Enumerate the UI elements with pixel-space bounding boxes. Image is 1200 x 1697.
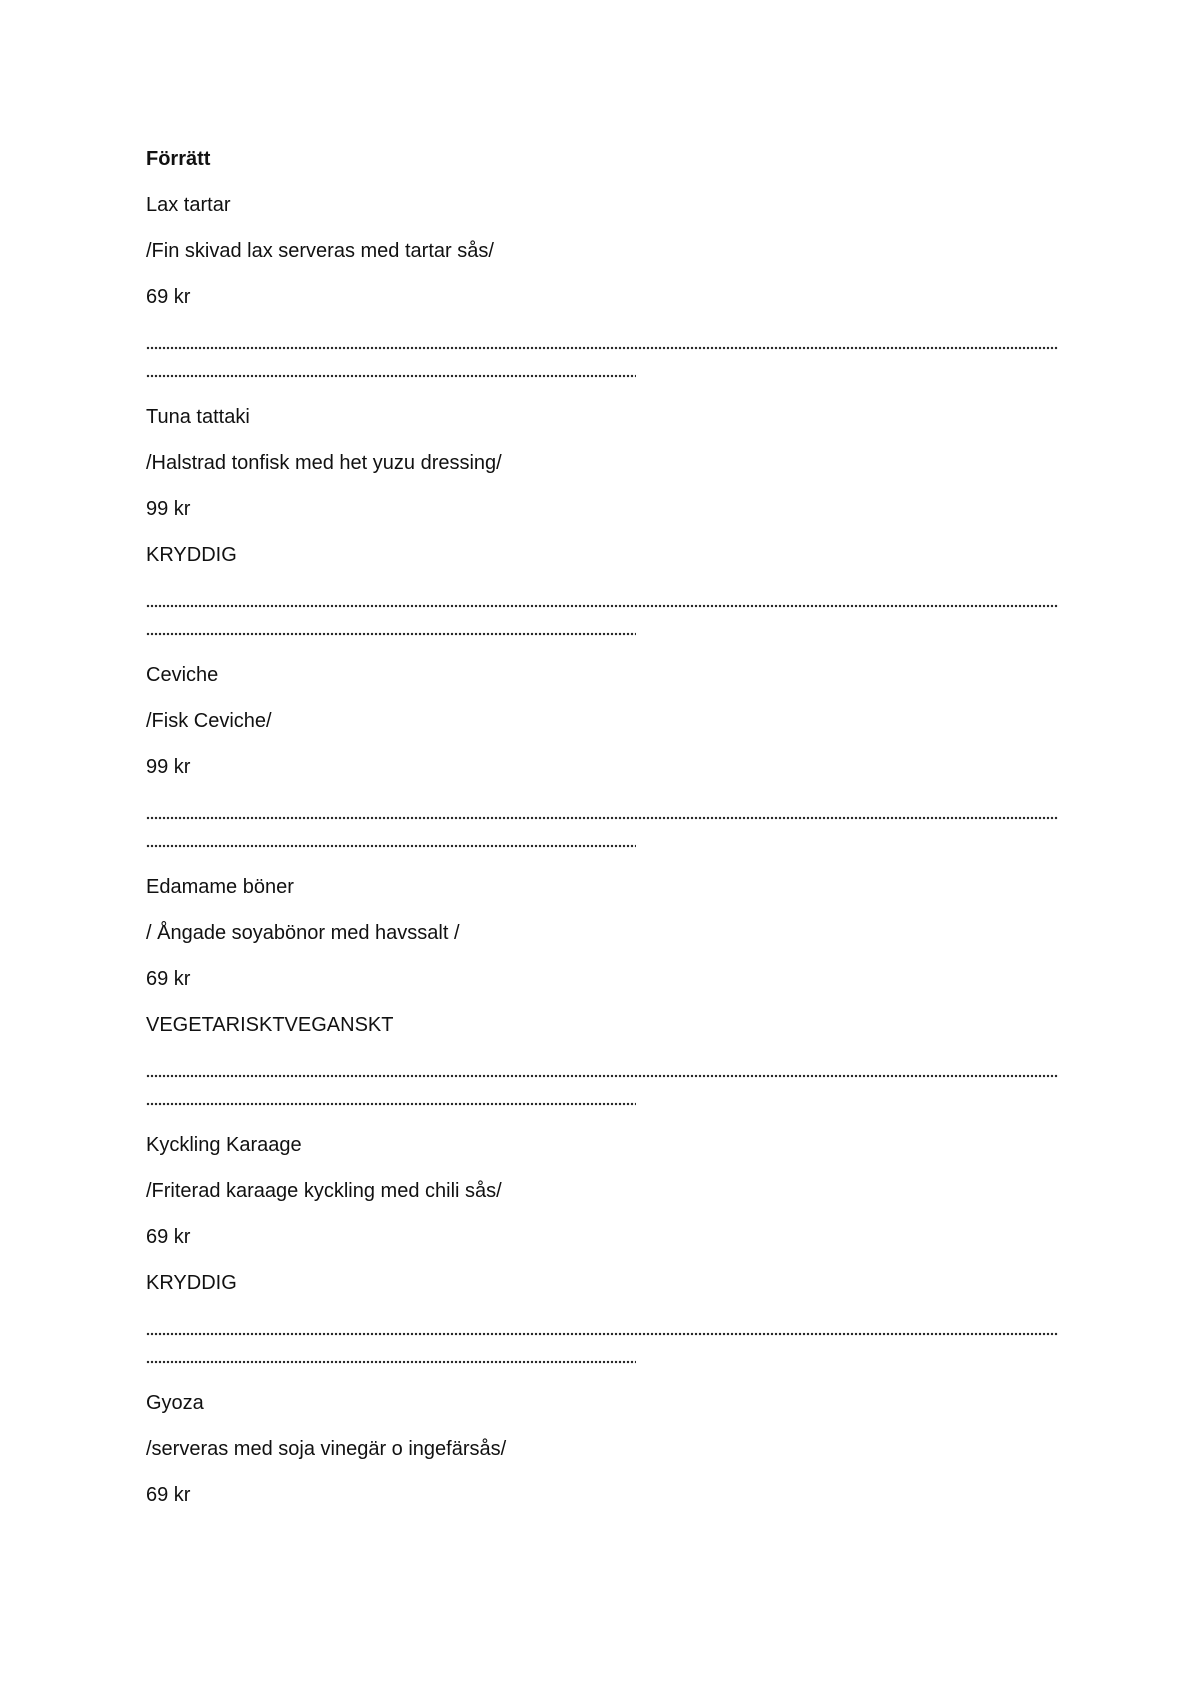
- item-name: Gyoza: [146, 1392, 204, 1414]
- item-price: 69 kr: [146, 1484, 191, 1506]
- item-name: Kyckling Karaage: [146, 1134, 302, 1156]
- dotted-line: [146, 632, 636, 636]
- item-price: 99 kr: [146, 756, 191, 778]
- item-price: 69 kr: [146, 1226, 191, 1248]
- dotted-separator: [146, 1058, 1066, 1118]
- item-price: 99 kr: [146, 498, 191, 520]
- item-description: /Fisk Ceviche/: [146, 710, 272, 732]
- dotted-line: [146, 1332, 1058, 1336]
- item-name: Lax tartar: [146, 194, 231, 216]
- dotted-separator: [146, 588, 1066, 648]
- dotted-line: [146, 1102, 636, 1106]
- menu-document: [146, 146, 1066, 1528]
- item-price: 69 kr: [146, 968, 191, 990]
- section-title: Förrätt: [146, 148, 211, 170]
- dotted-line: [146, 844, 636, 848]
- item-price: 69 kr: [146, 286, 191, 308]
- item-description: /serveras med soja vinegär o ingefärsås/: [146, 1438, 507, 1460]
- dotted-separator: [146, 330, 1066, 390]
- dotted-line: [146, 346, 1058, 350]
- item-tag: KRYDDIG: [146, 544, 237, 566]
- item-description: /Friterad karaage kyckling med chili sås/: [146, 1180, 502, 1202]
- item-name: Ceviche: [146, 664, 219, 686]
- dotted-separator: [146, 1316, 1066, 1376]
- dotted-line: [146, 374, 636, 378]
- dotted-separator: [146, 800, 1066, 860]
- dotted-line: [146, 816, 1058, 820]
- item-name: Edamame böner: [146, 876, 294, 898]
- dotted-line: [146, 1360, 636, 1364]
- item-description: /Halstrad tonfisk med het yuzu dressing/: [146, 452, 502, 474]
- dotted-line: [146, 1074, 1058, 1078]
- dotted-line: [146, 604, 1058, 608]
- item-description: / Ångade soyabönor med havssalt /: [146, 922, 460, 944]
- item-tag: KRYDDIG: [146, 1272, 237, 1294]
- item-description: /Fin skivad lax serveras med tartar sås/: [146, 240, 494, 262]
- item-name: Tuna tattaki: [146, 406, 250, 428]
- item-tag: VEGETARISKTVEGANSKT: [146, 1014, 394, 1036]
